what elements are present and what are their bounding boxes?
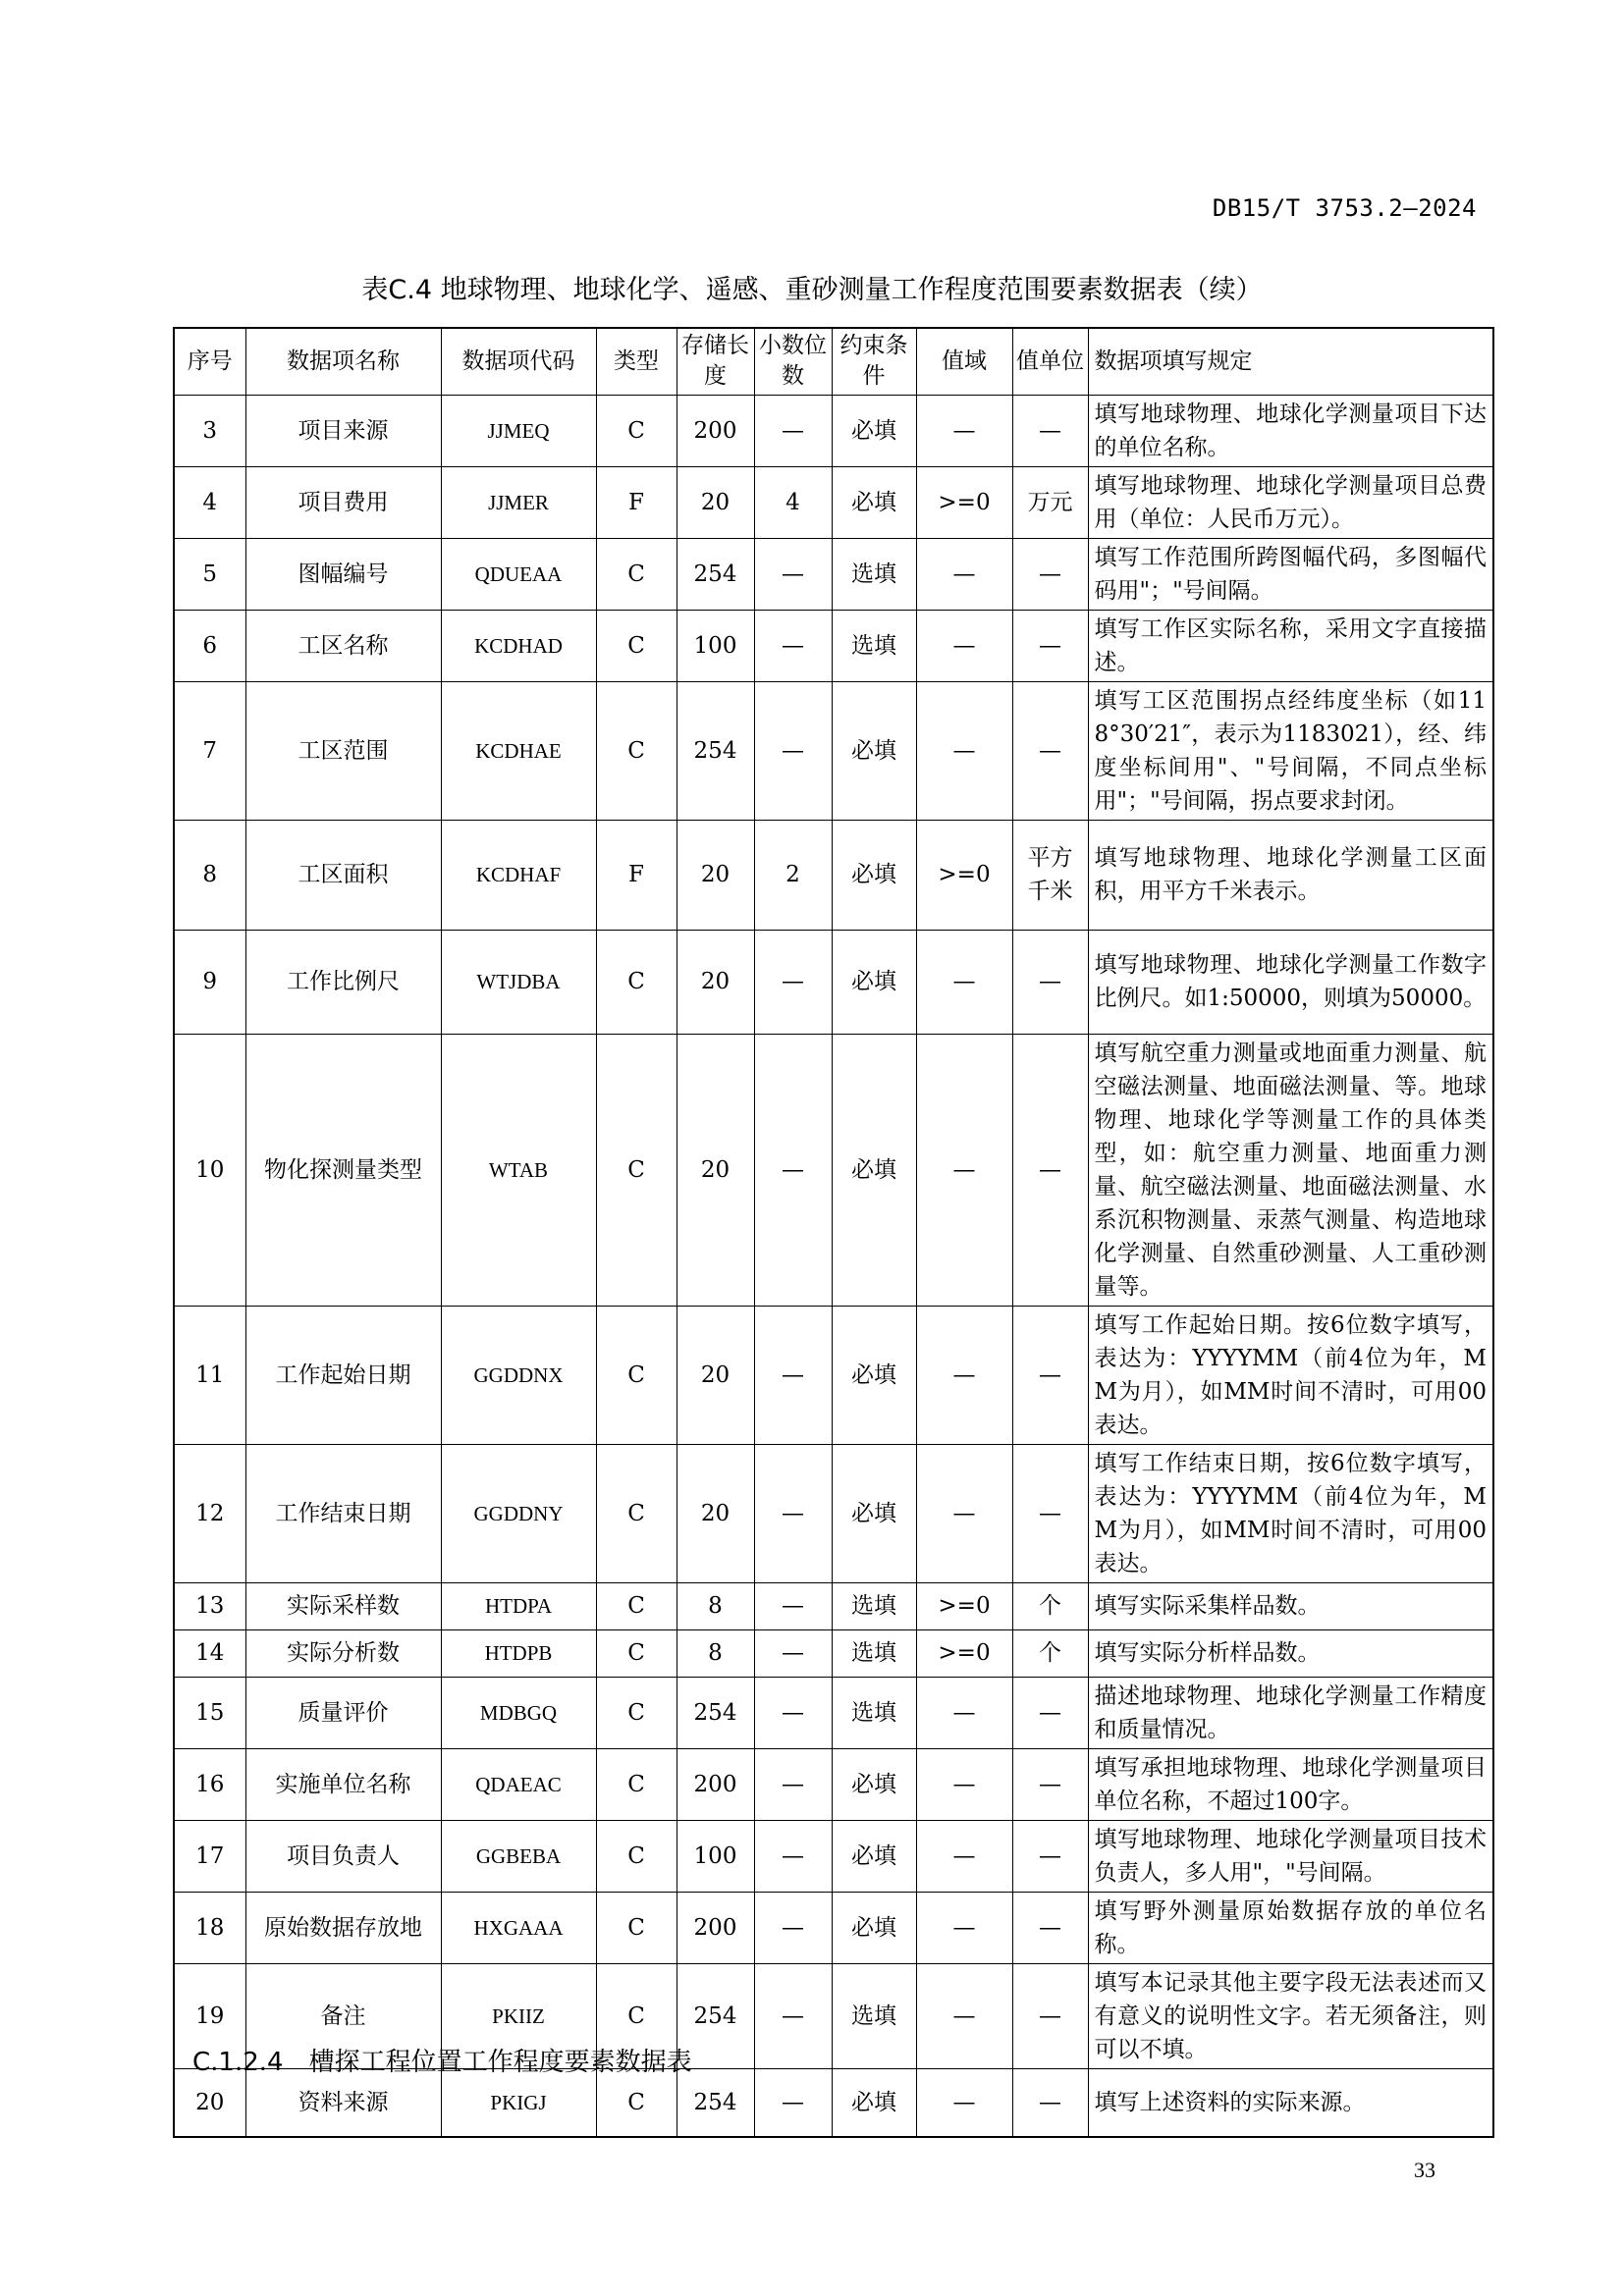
cell-unit: — xyxy=(1012,538,1088,610)
cell-constraint: 选填 xyxy=(832,1963,916,2068)
cell-decimals: — xyxy=(754,1306,832,1444)
cell-name: 项目费用 xyxy=(245,466,441,538)
cell-type: C xyxy=(596,1677,677,1748)
cell-type: C xyxy=(596,930,677,1034)
table-row xyxy=(174,538,1493,610)
cell-length: 20 xyxy=(677,1034,754,1306)
cell-code: PKIGJ xyxy=(441,2068,596,2137)
cell-rule: 填写地球物理、地球化学测量工区面积，用平方千米表示。 xyxy=(1088,820,1493,930)
cell-type: C xyxy=(596,538,677,610)
cell-name: 物化探测量类型 xyxy=(245,1034,441,1306)
cell-name: 工作比例尺 xyxy=(245,930,441,1034)
cell-length: 254 xyxy=(677,2068,754,2137)
cell-decimals: — xyxy=(754,1820,832,1892)
cell-range: — xyxy=(916,1034,1012,1306)
table-row xyxy=(174,1892,1493,1963)
cell-rule: 填写地球物理、地球化学测量项目下达的单位名称。 xyxy=(1088,395,1493,466)
table-row xyxy=(174,610,1493,681)
cell-no: 10 xyxy=(174,1034,245,1306)
cell-name: 原始数据存放地 xyxy=(245,1892,441,1963)
cell-type: C xyxy=(596,1034,677,1306)
cell-constraint: 必填 xyxy=(832,1306,916,1444)
cell-no: 15 xyxy=(174,1677,245,1748)
cell-constraint: 必填 xyxy=(832,1820,916,1892)
cell-unit: 个 xyxy=(1012,1582,1088,1629)
cell-constraint: 必填 xyxy=(832,1892,916,1963)
cell-constraint: 必填 xyxy=(832,930,916,1034)
cell-type: C xyxy=(596,1748,677,1820)
cell-rule: 填写本记录其他主要字段无法表述而又有意义的说明性文字。若无须备注，则可以不填。 xyxy=(1088,1963,1493,2068)
cell-constraint: 必填 xyxy=(832,681,916,820)
cell-name: 工区范围 xyxy=(245,681,441,820)
table-row xyxy=(174,1444,1493,1582)
cell-rule: 填写地球物理、地球化学测量工作数字比例尺。如1:50000，则填为50000。 xyxy=(1088,930,1493,1034)
cell-constraint: 必填 xyxy=(832,395,916,466)
cell-unit: — xyxy=(1012,1963,1088,2068)
cell-constraint: 必填 xyxy=(832,1748,916,1820)
cell-decimals: — xyxy=(754,930,832,1034)
cell-constraint: 必填 xyxy=(832,1444,916,1582)
cell-code: GGDDNX xyxy=(441,1306,596,1444)
cell-no: 7 xyxy=(174,681,245,820)
cell-name: 工作起始日期 xyxy=(245,1306,441,1444)
cell-code: JJMER xyxy=(441,466,596,538)
cell-code: KCDHAE xyxy=(441,681,596,820)
cell-name: 实际采样数 xyxy=(245,1582,441,1629)
cell-type: C xyxy=(596,2068,677,2137)
cell-constraint: 必填 xyxy=(832,1034,916,1306)
cell-no: 18 xyxy=(174,1892,245,1963)
cell-constraint: 选填 xyxy=(832,538,916,610)
cell-rule: 填写上述资料的实际来源。 xyxy=(1088,2068,1493,2137)
cell-unit: 平方千米 xyxy=(1012,820,1088,930)
cell-range: — xyxy=(916,395,1012,466)
cell-decimals: — xyxy=(754,1034,832,1306)
cell-no: 6 xyxy=(174,610,245,681)
cell-length: 20 xyxy=(677,820,754,930)
cell-unit: — xyxy=(1012,930,1088,1034)
cell-rule: 填写地球物理、地球化学测量项目总费用（单位：人民币万元）。 xyxy=(1088,466,1493,538)
table-row xyxy=(174,466,1493,538)
cell-no: 16 xyxy=(174,1748,245,1820)
cell-rule: 填写实际采集样品数。 xyxy=(1088,1582,1493,1629)
cell-type: C xyxy=(596,395,677,466)
cell-length: 200 xyxy=(677,1748,754,1820)
cell-unit: — xyxy=(1012,610,1088,681)
cell-length: 254 xyxy=(677,681,754,820)
cell-name: 资料来源 xyxy=(245,2068,441,2137)
cell-rule: 填写地球物理、地球化学测量项目技术负责人，多人用"，"号间隔。 xyxy=(1088,1820,1493,1892)
cell-decimals: — xyxy=(754,1748,832,1820)
header-type: 类型 xyxy=(596,328,677,395)
cell-code: HXGAAA xyxy=(441,1892,596,1963)
cell-no: 11 xyxy=(174,1306,245,1444)
cell-unit: — xyxy=(1012,1306,1088,1444)
header-constraint: 约束条件 xyxy=(832,328,916,395)
cell-decimals: — xyxy=(754,2068,832,2137)
cell-length: 8 xyxy=(677,1629,754,1677)
cell-length: 20 xyxy=(677,1306,754,1444)
cell-range: — xyxy=(916,1892,1012,1963)
cell-name: 项目负责人 xyxy=(245,1820,441,1892)
cell-type: F xyxy=(596,820,677,930)
cell-rule: 填写工作结束日期，按6位数字填写，表达为：YYYYMM（前4位为年，MM为月），如MM时间不清时，可用00表达。 xyxy=(1088,1444,1493,1582)
cell-no: 19 xyxy=(174,1963,245,2068)
cell-no: 12 xyxy=(174,1444,245,1582)
cell-type: C xyxy=(596,1306,677,1444)
table-row xyxy=(174,681,1493,820)
cell-name: 实施单位名称 xyxy=(245,1748,441,1820)
cell-constraint: 选填 xyxy=(832,1582,916,1629)
cell-code: GGBEBA xyxy=(441,1820,596,1892)
cell-constraint: 选填 xyxy=(832,1629,916,1677)
table-row xyxy=(174,820,1493,930)
table-row xyxy=(174,1034,1493,1306)
cell-code: QDAEAC xyxy=(441,1748,596,1820)
cell-name: 备注 xyxy=(245,1963,441,2068)
cell-code: HTDPA xyxy=(441,1582,596,1629)
header-no: 序号 xyxy=(174,328,245,395)
cell-no: 5 xyxy=(174,538,245,610)
cell-code: WTAB xyxy=(441,1034,596,1306)
table-row xyxy=(174,1582,1493,1629)
header-length: 存储长度 xyxy=(677,328,754,395)
cell-code: MDBGQ xyxy=(441,1677,596,1748)
table-header-row xyxy=(174,328,1493,395)
cell-no: 3 xyxy=(174,395,245,466)
table-row xyxy=(174,1820,1493,1892)
cell-no: 9 xyxy=(174,930,245,1034)
cell-name: 图幅编号 xyxy=(245,538,441,610)
cell-rule: 填写工区范围拐点经纬度坐标（如118°30′21″，表示为1183021），经、纬度坐标间用"、"号间隔，不同点坐标用"；"号间隔，拐点要求封闭。 xyxy=(1088,681,1493,820)
cell-length: 20 xyxy=(677,1444,754,1582)
cell-range: — xyxy=(916,2068,1012,2137)
cell-unit: — xyxy=(1012,681,1088,820)
header-code: 数据项代码 xyxy=(441,328,596,395)
cell-no: 20 xyxy=(174,2068,245,2137)
cell-decimals: — xyxy=(754,610,832,681)
cell-code: KCDHAF xyxy=(441,820,596,930)
cell-rule: 填写野外测量原始数据存放的单位名称。 xyxy=(1088,1892,1493,1963)
cell-code: QDUEAA xyxy=(441,538,596,610)
cell-type: C xyxy=(596,1629,677,1677)
cell-range: >=0 xyxy=(916,1629,1012,1677)
header-name: 数据项名称 xyxy=(245,328,441,395)
cell-decimals: — xyxy=(754,1629,832,1677)
cell-code: HTDPB xyxy=(441,1629,596,1677)
cell-length: 254 xyxy=(677,1963,754,2068)
cell-constraint: 选填 xyxy=(832,1677,916,1748)
cell-length: 100 xyxy=(677,1820,754,1892)
cell-rule: 填写工作范围所跨图幅代码，多图幅代码用"；"号间隔。 xyxy=(1088,538,1493,610)
cell-range: — xyxy=(916,610,1012,681)
cell-unit: — xyxy=(1012,395,1088,466)
cell-range: — xyxy=(916,1306,1012,1444)
cell-constraint: 选填 xyxy=(832,610,916,681)
cell-range: — xyxy=(916,1444,1012,1582)
cell-type: C xyxy=(596,1820,677,1892)
header-unit: 值单位 xyxy=(1012,328,1088,395)
cell-unit: 万元 xyxy=(1012,466,1088,538)
header-range: 值域 xyxy=(916,328,1012,395)
cell-decimals: — xyxy=(754,538,832,610)
section-heading: C.1.2.4 槽探工程位置工作程度要素数据表 xyxy=(192,2048,692,2077)
cell-type: C xyxy=(596,1892,677,1963)
cell-range: — xyxy=(916,930,1012,1034)
cell-no: 14 xyxy=(174,1629,245,1677)
cell-code: GGDDNY xyxy=(441,1444,596,1582)
cell-unit: — xyxy=(1012,1892,1088,1963)
cell-type: F xyxy=(596,466,677,538)
cell-rule: 填写工作起始日期。按6位数字填写，表达为：YYYYMM（前4位为年，MM为月），如MM时间不清时，可用00表达。 xyxy=(1088,1306,1493,1444)
cell-name: 质量评价 xyxy=(245,1677,441,1748)
cell-length: 20 xyxy=(677,466,754,538)
cell-decimals: — xyxy=(754,395,832,466)
cell-rule: 填写承担地球物理、地球化学测量项目单位名称，不超过100字。 xyxy=(1088,1748,1493,1820)
cell-length: 100 xyxy=(677,610,754,681)
cell-name: 工区面积 xyxy=(245,820,441,930)
cell-range: — xyxy=(916,681,1012,820)
cell-type: C xyxy=(596,1963,677,2068)
cell-rule: 填写航空重力测量或地面重力测量、航空磁法测量、地面磁法测量、等。地球物理、地球化学等测量工作的具体类型，如：航空重力测量、地面重力测量、航空磁法测量、地面磁法测量、水系沉积物测量、汞蒸气测量、构造地球化学测量、自然重砂测量、人工重砂测量等。 xyxy=(1088,1034,1493,1306)
cell-name: 项目来源 xyxy=(245,395,441,466)
cell-type: C xyxy=(596,681,677,820)
cell-type: C xyxy=(596,610,677,681)
cell-name: 实际分析数 xyxy=(245,1629,441,1677)
table-row xyxy=(174,395,1493,466)
cell-name: 工作结束日期 xyxy=(245,1444,441,1582)
cell-range: — xyxy=(916,1963,1012,2068)
cell-unit: — xyxy=(1012,1034,1088,1306)
cell-no: 13 xyxy=(174,1582,245,1629)
cell-decimals: — xyxy=(754,1444,832,1582)
cell-decimals: — xyxy=(754,1677,832,1748)
cell-constraint: 必填 xyxy=(832,466,916,538)
cell-unit: — xyxy=(1012,1748,1088,1820)
table-row xyxy=(174,1629,1493,1677)
cell-type: C xyxy=(596,1444,677,1582)
cell-length: 200 xyxy=(677,1892,754,1963)
table-row xyxy=(174,1677,1493,1748)
cell-rule: 描述地球物理、地球化学测量工作精度和质量情况。 xyxy=(1088,1677,1493,1748)
cell-range: >=0 xyxy=(916,1582,1012,1629)
cell-range: — xyxy=(916,1820,1012,1892)
cell-length: 8 xyxy=(677,1582,754,1629)
cell-unit: — xyxy=(1012,1820,1088,1892)
cell-rule: 填写实际分析样品数。 xyxy=(1088,1629,1493,1677)
cell-code: PKIIZ xyxy=(441,1963,596,2068)
data-table xyxy=(173,327,1494,2138)
cell-decimals: — xyxy=(754,1582,832,1629)
cell-range: — xyxy=(916,1748,1012,1820)
header-rule: 数据项填写规定 xyxy=(1088,328,1493,395)
cell-rule: 填写工作区实际名称，采用文字直接描述。 xyxy=(1088,610,1493,681)
table-row xyxy=(174,2068,1493,2137)
cell-decimals: — xyxy=(754,1963,832,2068)
header-decimals: 小数位数 xyxy=(754,328,832,395)
cell-no: 8 xyxy=(174,820,245,930)
cell-decimals: 4 xyxy=(754,466,832,538)
cell-decimals: 2 xyxy=(754,820,832,930)
table-row xyxy=(174,1748,1493,1820)
cell-no: 17 xyxy=(174,1820,245,1892)
cell-range: — xyxy=(916,538,1012,610)
cell-code: JJMEQ xyxy=(441,395,596,466)
cell-constraint: 必填 xyxy=(832,820,916,930)
cell-unit: 个 xyxy=(1012,1629,1088,1677)
cell-name: 工区名称 xyxy=(245,610,441,681)
cell-length: 20 xyxy=(677,930,754,1034)
cell-unit: — xyxy=(1012,1444,1088,1582)
cell-unit: — xyxy=(1012,2068,1088,2137)
table-row xyxy=(174,930,1493,1034)
cell-range: — xyxy=(916,1677,1012,1748)
table-row xyxy=(174,1306,1493,1444)
cell-length: 254 xyxy=(677,538,754,610)
cell-decimals: — xyxy=(754,681,832,820)
cell-length: 254 xyxy=(677,1677,754,1748)
cell-decimals: — xyxy=(754,1892,832,1963)
cell-no: 4 xyxy=(174,466,245,538)
document-code: DB15/T 3753.2—2024 xyxy=(1212,194,1477,222)
cell-range: >=0 xyxy=(916,466,1012,538)
cell-code: KCDHAD xyxy=(441,610,596,681)
cell-unit: — xyxy=(1012,1677,1088,1748)
cell-code: WTJDBA xyxy=(441,930,596,1034)
cell-length: 200 xyxy=(677,395,754,466)
cell-constraint: 必填 xyxy=(832,2068,916,2137)
cell-type: C xyxy=(596,1582,677,1629)
cell-range: >=0 xyxy=(916,820,1012,930)
page-number: 33 xyxy=(1414,2158,1435,2182)
table-title: 表C.4 地球物理、地球化学、遥感、重砂测量工作程度范围要素数据表（续） xyxy=(361,275,1263,305)
